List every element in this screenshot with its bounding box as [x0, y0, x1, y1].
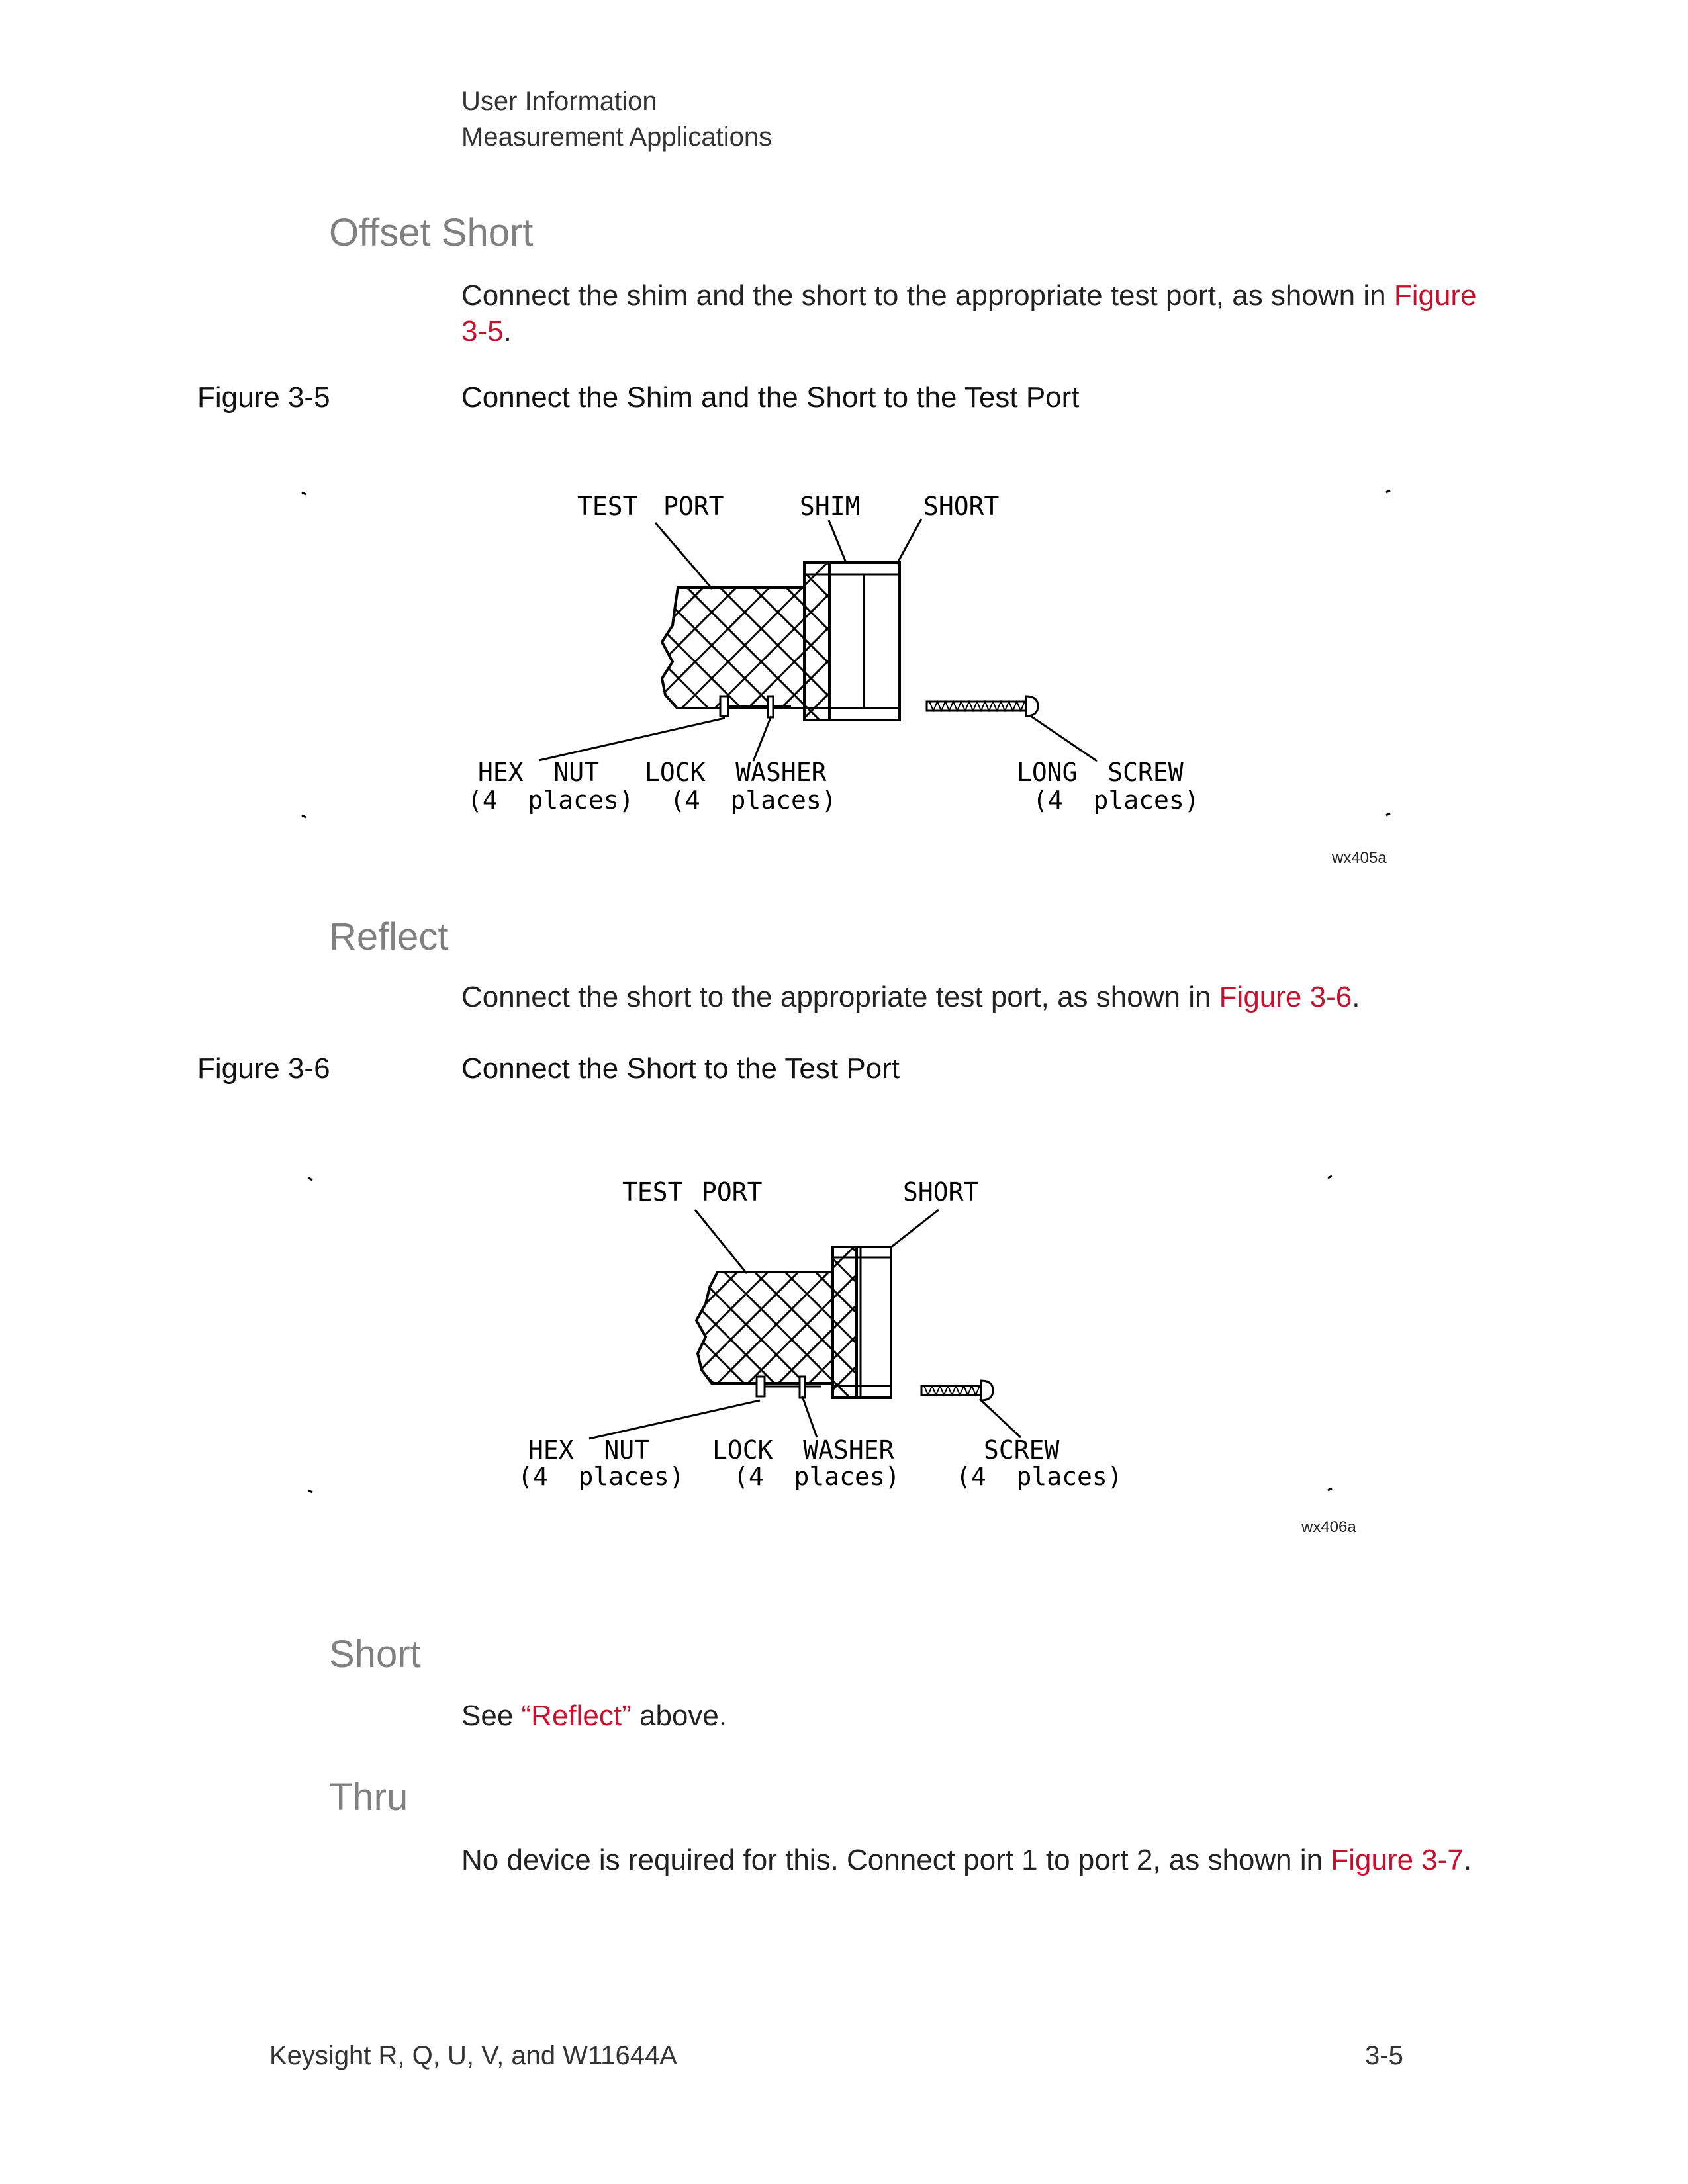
label-long-screw: LONG SCREW [1017, 758, 1184, 787]
heading-reflect: Reflect [329, 915, 449, 958]
header-section: Measurement Applications [461, 122, 773, 152]
thru-paragraph: No device is required for this. Connect port 1 to port 2, as shown in Figure 3-7. [461, 1844, 1472, 1876]
figure-3-5-title: Connect the Shim and the Short to the Test Port [461, 381, 1080, 414]
reflect-paragraph: Connect the short to the appropriate test port, as shown in Figure 3-6. [461, 981, 1360, 1013]
label-lock-washer-2: LOCK WASHER [712, 1435, 894, 1465]
label-test: TEST [577, 492, 638, 521]
label-short: SHORT [923, 492, 1000, 521]
heading-short: Short [329, 1633, 421, 1676]
header-chapter: User Information [461, 87, 657, 116]
label-lock-places: (4 places) [670, 786, 837, 815]
screw [921, 1381, 993, 1400]
figure-3-6-id: wx406a [1301, 1518, 1356, 1536]
hex-nut-2 [757, 1377, 765, 1396]
short-flange [833, 1247, 857, 1398]
figure-3-5-link[interactable]: Figure 3-5 [461, 279, 1477, 347]
offset-short-paragraph: Connect the shim and the short to the appropriate test port, as shown in Figure 3-5. [461, 279, 1477, 347]
figure-3-6-link[interactable]: Figure 3-6 [1219, 981, 1352, 1013]
short-part-2 [857, 1247, 891, 1398]
label-hex-places-2: (4 places) [518, 1462, 684, 1491]
figure-3-5-number: Figure 3-5 [197, 381, 330, 414]
label-lock-places-2: (4 places) [733, 1462, 900, 1491]
heading-thru: Thru [329, 1776, 408, 1819]
label-screw-2: SCREW [984, 1435, 1060, 1465]
label-port: PORT [663, 492, 724, 521]
figure-3-7-link[interactable]: Figure 3-7 [1331, 1844, 1464, 1876]
footer-page-number: 3-5 [1365, 2041, 1403, 2070]
footer-product: Keysight R, Q, U, V, and W11644A [269, 2041, 677, 2070]
label-port-2: PORT [702, 1177, 763, 1206]
heading-offset-short: Offset Short [329, 211, 534, 254]
figure-3-5-id: wx405a [1332, 849, 1387, 867]
label-screw-places: (4 places) [1033, 786, 1199, 815]
label-short-2: SHORT [903, 1177, 979, 1206]
label-screw-places-2: (4 places) [956, 1462, 1123, 1491]
test-port-body-2 [696, 1272, 833, 1383]
lock-washer-2 [800, 1377, 805, 1398]
figure-3-6-number: Figure 3-6 [197, 1052, 330, 1085]
label-test-2: TEST [622, 1177, 683, 1206]
label-shim: SHIM [800, 492, 861, 521]
label-hex-places: (4 places) [467, 786, 634, 815]
label-hex-nut-2: HEX NUT [528, 1435, 650, 1465]
label-lock-washer: LOCK WASHER [645, 758, 827, 787]
short-paragraph: See “Reflect” above. [461, 1700, 727, 1732]
label-hex-nut: HEX NUT [478, 758, 600, 787]
figure-3-6-title: Connect the Short to the Test Port [461, 1052, 900, 1085]
offset-short-text: Connect the shim and the short to the appropriate test port, as shown in [461, 279, 1394, 312]
reflect-link[interactable]: “Reflect” [521, 1700, 632, 1732]
